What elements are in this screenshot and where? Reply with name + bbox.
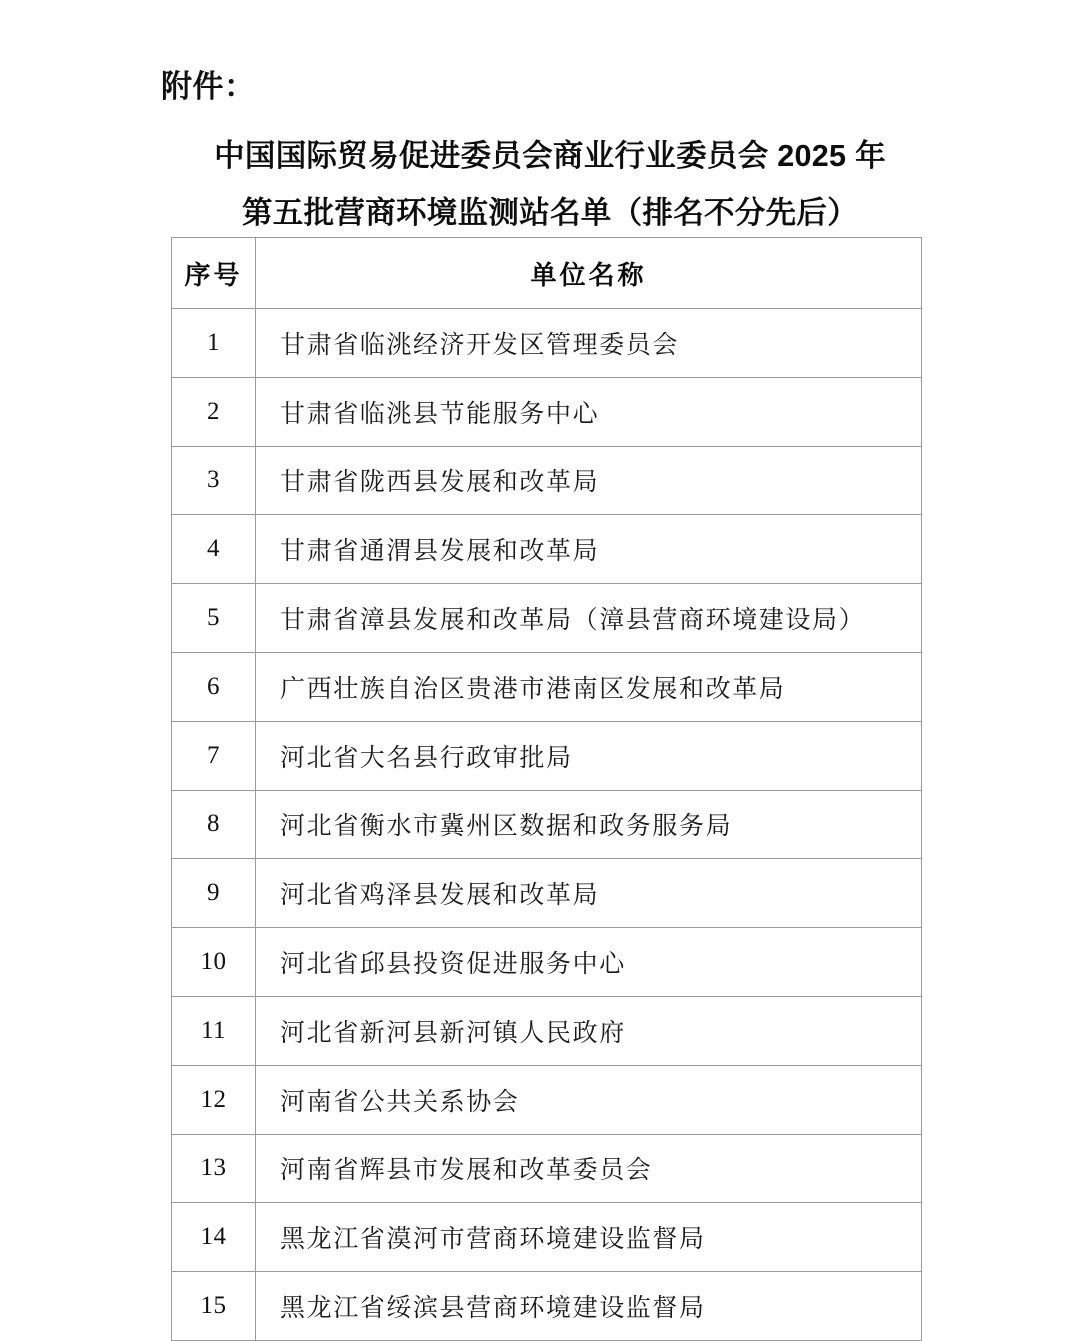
table-row [172,1134,922,1203]
table-header [172,238,922,309]
cell-index: 12 [172,1065,256,1134]
cell-name: 甘肃省漳县发展和改革局（漳县营商环境建设局） [256,584,922,653]
column-header-name: 单位名称 [256,238,922,309]
table-row [172,377,922,446]
table-row [172,1203,922,1272]
table-row [172,515,922,584]
cell-index: 10 [172,928,256,997]
table-row [172,721,922,790]
monitoring-station-roster-table [171,237,922,1341]
table-row [172,584,922,653]
table-row [172,928,922,997]
cell-index: 14 [172,1203,256,1272]
cell-index: 11 [172,996,256,1065]
cell-index: 1 [172,309,256,378]
table-body [172,309,922,1341]
table-row [172,790,922,859]
table-row [172,446,922,515]
cell-name: 河北省衡水市冀州区数据和政务服务局 [256,790,922,859]
table-header-row [172,238,922,309]
table-row [172,1065,922,1134]
attachment-label: 附件： [161,69,256,104]
cell-name: 甘肃省临洮经济开发区管理委员会 [256,309,922,378]
page-title-line-2: 第五批营商环境监测站名单（排名不分先后） [242,196,858,230]
cell-index: 3 [172,446,256,515]
cell-index: 13 [172,1134,256,1203]
page-title-line-1: 中国国际贸易促进委员会商业行业委员会 2025 年 [214,139,886,173]
cell-name: 河北省大名县行政审批局 [256,721,922,790]
table-row [172,652,922,721]
cell-name: 广西壮族自治区贵港市港南区发展和改革局 [256,652,922,721]
cell-name: 河南省辉县市发展和改革委员会 [256,1134,922,1203]
cell-name: 河北省鸡泽县发展和改革局 [256,859,922,928]
table-row [172,309,922,378]
cell-name: 河南省公共关系协会 [256,1065,922,1134]
cell-index: 9 [172,859,256,928]
cell-index: 8 [172,790,256,859]
cell-name: 黑龙江省绥滨县营商环境建设监督局 [256,1272,922,1341]
page-title [150,128,950,242]
table-row [172,1272,922,1341]
table-row [172,859,922,928]
cell-index: 6 [172,652,256,721]
cell-name: 河北省新河县新河镇人民政府 [256,996,922,1065]
cell-index: 15 [172,1272,256,1341]
cell-name: 河北省邱县投资促进服务中心 [256,928,922,997]
cell-index: 4 [172,515,256,584]
table-row [172,996,922,1065]
cell-index: 2 [172,377,256,446]
cell-index: 7 [172,721,256,790]
cell-name: 甘肃省临洮县节能服务中心 [256,377,922,446]
column-header-index: 序号 [172,238,256,309]
cell-name: 甘肃省陇西县发展和改革局 [256,446,922,515]
cell-name: 甘肃省通渭县发展和改革局 [256,515,922,584]
cell-index: 5 [172,584,256,653]
cell-name: 黑龙江省漠河市营商环境建设监督局 [256,1203,922,1272]
